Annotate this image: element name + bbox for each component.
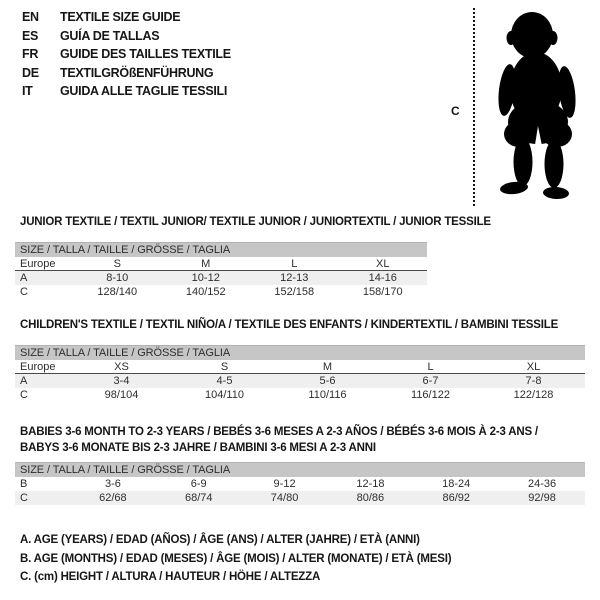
size-cell: 3-4: [113, 375, 130, 387]
size-cell: 74/80: [270, 492, 299, 504]
section-title: [20, 424, 585, 456]
column-header: M: [201, 257, 211, 270]
language-code: EN: [22, 10, 39, 25]
size-header-bar: SIZE / TALLA / TAILLE / GRÖSSE / TAGLIA: [15, 462, 585, 477]
table-row-height: [15, 491, 585, 505]
region-label: Europe: [20, 257, 56, 270]
column-header: M: [322, 360, 333, 373]
row-label: A: [20, 272, 28, 284]
section-junior-textile: [15, 210, 585, 299]
language-row-es: [22, 27, 231, 46]
size-cell: 158/170: [362, 286, 403, 298]
column-header: XL: [376, 257, 390, 270]
size-cell: 128/140: [97, 286, 138, 298]
size-cell: 12-13: [280, 272, 309, 284]
column-header: XL: [526, 360, 541, 373]
column-header: XS: [114, 360, 129, 373]
size-cell: 140/152: [185, 286, 226, 298]
column-header-row: [15, 360, 585, 374]
language-title: TEXTILGRÖßENFÜHRUNG: [60, 65, 214, 80]
row-label: B: [20, 478, 28, 490]
column-header: L: [427, 360, 434, 373]
size-cell: 92/98: [528, 492, 556, 504]
column-header: S: [220, 360, 229, 373]
height-measure-dotted-line: [473, 8, 475, 206]
column-header: S: [113, 257, 121, 270]
table-row-age: [15, 271, 427, 285]
column-header-row: [15, 257, 427, 271]
size-header-bar: SIZE / TALLA / TAILLE / GRÖSSE / TAGLIA: [15, 242, 427, 257]
language-row-it: [22, 82, 231, 101]
size-cell: 10-12: [191, 272, 220, 284]
row-label: C: [20, 492, 28, 504]
language-title: GUÍA DE TALLAS: [60, 28, 160, 43]
language-title: GUIDA ALLE TAGLIE TESSILI: [60, 84, 228, 99]
size-cell: 18-24: [442, 478, 471, 490]
section-children-textile: [15, 319, 585, 402]
language-title: TEXTILE SIZE GUIDE: [60, 10, 181, 25]
row-label: C: [20, 286, 28, 298]
footnote-b: B. AGE (MONTHS) / EDAD (MESES) / ÂGE (MOIS) / ALTER (MONATE) / ETÀ (MESI): [20, 552, 452, 565]
size-cell: 86/92: [442, 492, 470, 504]
size-cell: 7-8: [525, 375, 542, 387]
footnote-a: A. AGE (YEARS) / EDAD (AÑOS) / ÂGE (ANS) / ALTER (JAHRE) / ETÀ (ANNI): [20, 534, 420, 546]
size-header-bar: SIZE / TALLA / TAILLE / GRÖSSE / TAGLIA: [15, 345, 585, 360]
size-cell: 122/128: [513, 389, 554, 401]
size-tables-area: [15, 210, 585, 587]
table-row-height: [15, 388, 585, 402]
section-title-line1: BABIES 3-6 MONTH TO 2-3 YEARS / BEBÉS 3-6 MESES A 2-3 AÑOS / BÉBÉS 3-6 MOIS À 2-3 ANS /: [20, 426, 538, 438]
section-title: JUNIOR TEXTILE / TEXTIL JUNIOR/ TEXTILE JUNIOR / JUNIORTEXTIL / JUNIOR TESSILE: [20, 216, 491, 228]
language-row-en: [22, 8, 231, 27]
size-cell: 68/74: [184, 492, 213, 504]
section-title-line2: BABYS 3-6 MONATE BIS 2-3 JAHRE / BAMBINI 3-6 MESI A 2-3 ANNI: [20, 442, 376, 454]
size-cell: 62/68: [99, 492, 127, 504]
table-row-age: [15, 374, 585, 388]
size-cell: 12-18: [356, 478, 385, 490]
language-row-fr: [22, 45, 231, 64]
language-code: DE: [22, 65, 39, 80]
footnote-c: C. (cm) HEIGHT / ALTURA / HAUTEUR / HÖHE / ALTEZZA: [20, 571, 321, 583]
size-cell: 152/158: [274, 286, 315, 298]
children-size-table: [15, 345, 585, 402]
column-header: L: [291, 257, 298, 270]
size-cell: 4-5: [216, 375, 233, 387]
size-cell: 14-16: [368, 272, 397, 284]
size-cell: 110/116: [308, 389, 347, 401]
baby-silhouette-image: [486, 10, 594, 206]
row-label: C: [20, 389, 28, 401]
table-row-age-months: [15, 477, 585, 491]
size-cell: 98/104: [104, 389, 139, 401]
size-cell: 8-10: [106, 272, 129, 284]
size-cell: 6-9: [190, 478, 207, 490]
size-cell: 5-6: [319, 375, 336, 387]
size-cell: 6-7: [422, 375, 439, 387]
size-cell: 3-6: [104, 478, 121, 490]
babies-size-table: [15, 462, 585, 505]
language-list: [22, 8, 231, 101]
language-code: IT: [22, 84, 33, 99]
size-cell: 104/110: [205, 389, 244, 401]
language-code: FR: [22, 47, 39, 62]
legend-footnotes: [20, 531, 585, 587]
height-measure-label: C: [451, 104, 460, 118]
size-cell: 9-12: [273, 478, 296, 490]
language-code: ES: [22, 28, 39, 43]
language-title: GUIDE DES TAILLES TEXTILE: [60, 47, 231, 62]
section-babies-textile: [15, 424, 585, 505]
language-row-de: [22, 64, 231, 83]
size-cell: 80/86: [356, 492, 385, 504]
table-row-height: [15, 285, 427, 299]
junior-size-table: [15, 242, 427, 299]
region-label: Europe: [20, 360, 56, 373]
size-cell: 24-36: [527, 478, 557, 490]
row-label: A: [20, 375, 28, 387]
size-cell: 116/122: [411, 389, 450, 401]
section-title: CHILDREN'S TEXTILE / TEXTIL NIÑO/A / TEXTILE DES ENFANTS / KINDERTEXTIL / BAMBINI TESSILE: [20, 319, 559, 331]
